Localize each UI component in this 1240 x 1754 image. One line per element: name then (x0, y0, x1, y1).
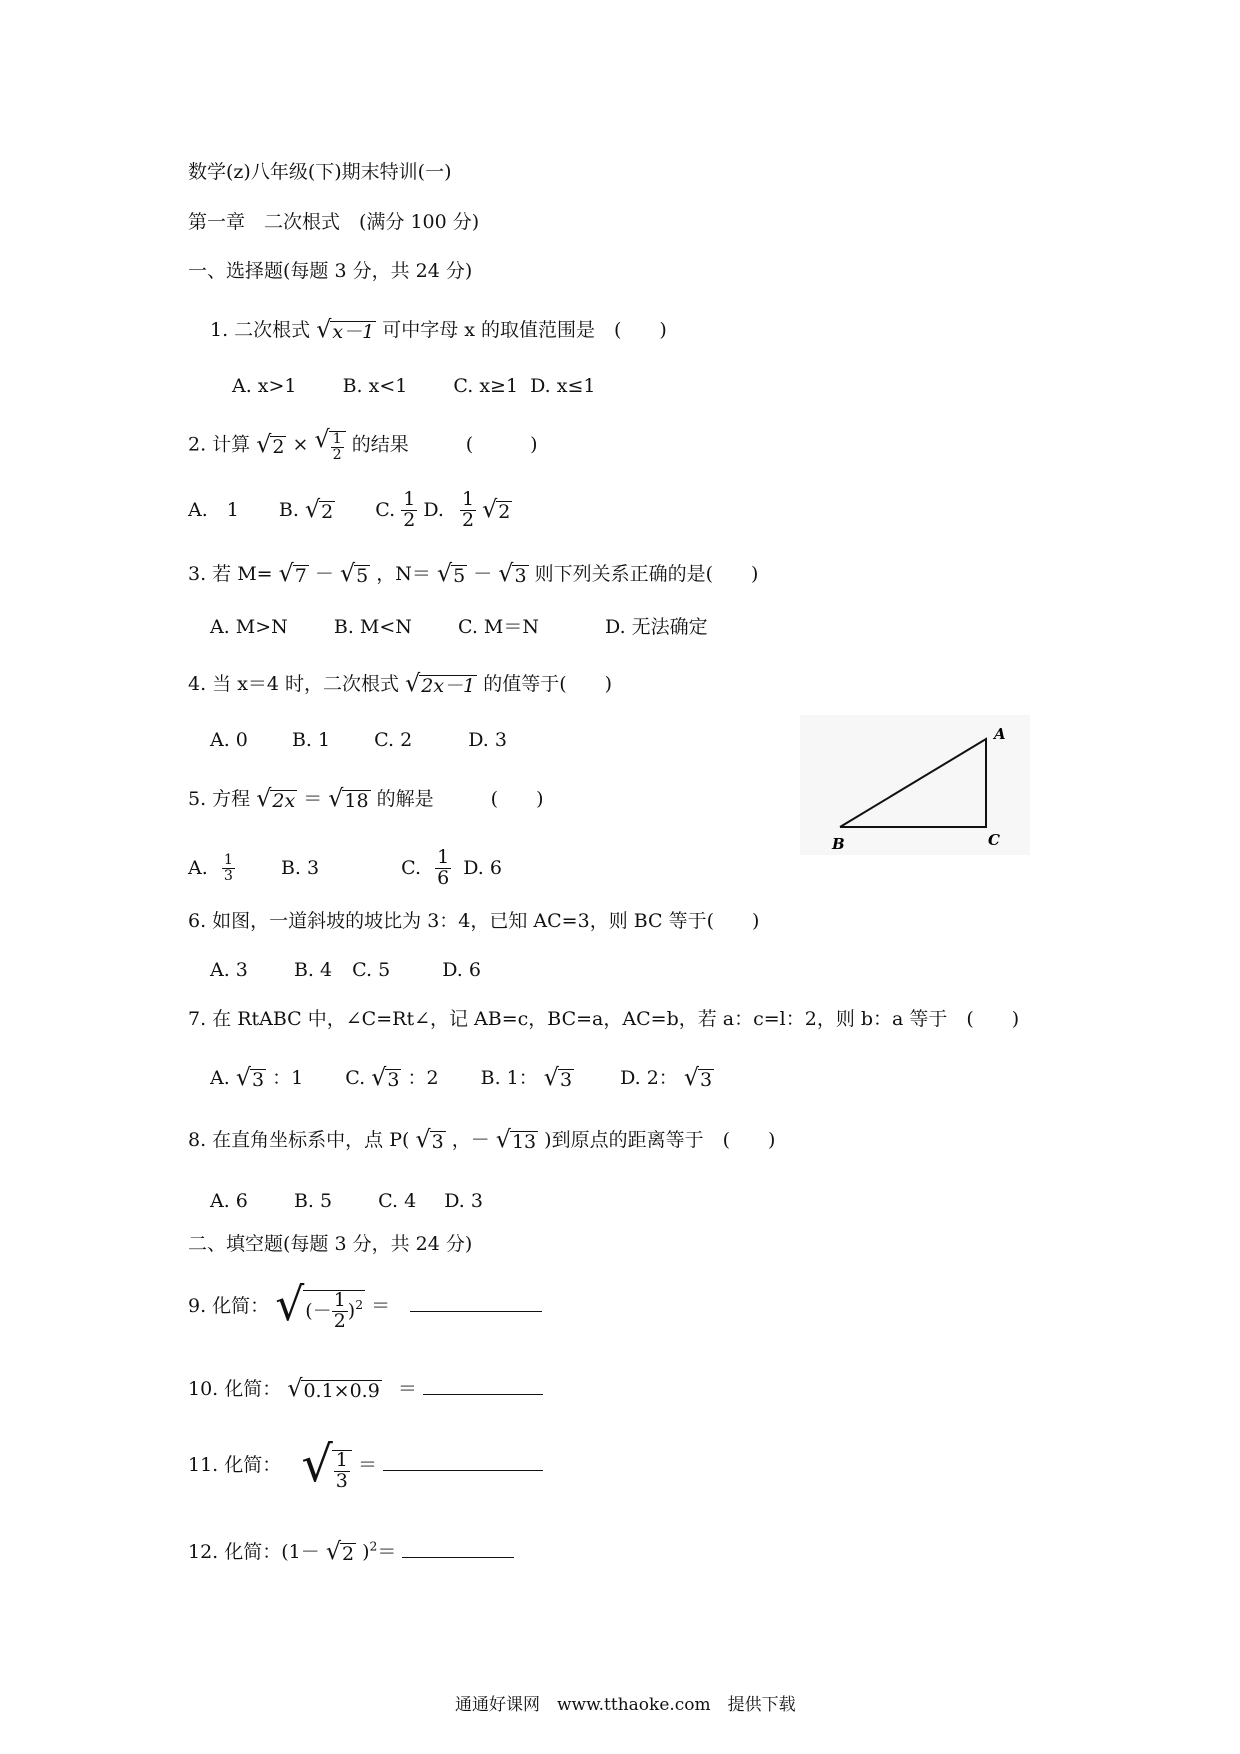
q8-options (210, 1192, 483, 1211)
q3-option-d: D. 无法确定 (605, 616, 708, 638)
q5-radical-2: √ 18 (328, 784, 369, 812)
question-11 (188, 1435, 543, 1493)
triangle-diagram (800, 715, 1030, 855)
q6-option-b: B. 4 (293, 959, 333, 981)
q1-option-a: A. x>1 (232, 375, 297, 397)
q1-prefix: 1. 二次根式 (210, 318, 311, 341)
q8-suffix: )到原点的距离等于 ( ) (544, 1128, 776, 1151)
question-5 (188, 784, 544, 813)
question-1 (210, 315, 667, 344)
q7-option-a-radical: √ 3 (235, 1063, 265, 1091)
q2-radical-1: √ 2 (256, 429, 285, 458)
q3-radical-2: √ 5 (339, 559, 369, 587)
page-title: 数学(z)八年级(下)期末特训(一) (188, 161, 452, 183)
q9-prefix: 9. 化简： (188, 1295, 270, 1318)
question-8 (188, 1125, 776, 1154)
q6-option-d: D. 6 (442, 959, 481, 981)
q7-option-c: C. (345, 1067, 366, 1090)
q2-option-b-radical: √ 2 (304, 494, 334, 523)
q5-option-a: A. (188, 856, 208, 879)
vertex-b-label: B (832, 835, 845, 853)
q8-option-d: D. 3 (444, 1190, 483, 1212)
q11-prefix: 11. 化简： (188, 1454, 282, 1477)
q4-radical: √ 2x－1 (405, 669, 476, 697)
q1-option-d: D. x≤1 (530, 375, 596, 397)
q7-option-b: B. 1： (480, 1067, 538, 1090)
q2-option-c-fraction: $\frac{1}{2}$ (403, 488, 416, 531)
vertex-c-label: C (988, 831, 1000, 849)
q2-option-d-radical: √ 2 (482, 494, 511, 523)
q12-equals: ＝ (377, 1540, 397, 1563)
question-2 (188, 425, 538, 463)
q5-options (188, 848, 502, 889)
q10-equals: ＝ (397, 1377, 417, 1400)
q2-option-b: B. (278, 498, 299, 521)
question-9 (188, 1278, 542, 1332)
q7-options (210, 1063, 714, 1092)
q1-options (232, 377, 595, 396)
q12-answer-blank[interactable] (402, 1557, 514, 1558)
q3-radical-1: √ 7 (278, 559, 307, 587)
q2-option-c: C. (375, 498, 396, 521)
q6-options (210, 961, 481, 980)
q5-option-c-fraction: $\frac{1}{6}$ (437, 846, 450, 889)
q4-suffix: 的值等于( ) (483, 672, 613, 695)
q6-option-a: A. 3 (210, 959, 248, 981)
q2-times: × (292, 433, 309, 456)
q5-suffix: 的解是 ( ) (376, 787, 544, 810)
q5-prefix: 5. 方程 (188, 787, 251, 810)
q5-option-d: D. 6 (463, 856, 502, 879)
section1-heading: 一、选择题(每题 3 分，共 24 分) (188, 260, 473, 282)
q3-radical-4: √ 3 (498, 559, 527, 587)
q4-option-c: C. 2 (374, 729, 413, 751)
q7-option-b-radical: √ 3 (543, 1063, 573, 1091)
q7-option-d-radical: √ 3 (683, 1063, 713, 1091)
chapter-title: 第一章 二次根式 (满分 100 分) (188, 211, 480, 233)
slope-triangle-figure (800, 715, 1030, 855)
q3-option-a: A. M>N (210, 616, 288, 638)
q8-prefix: 8. 在直角坐标系中，点 P( (188, 1128, 410, 1151)
q1-suffix: 可中字母 x 的取值范围是 ( ) (382, 318, 667, 341)
q7-option-d: D. 2： (620, 1067, 678, 1090)
q12-exponent: 2 (369, 1539, 378, 1554)
q5-equals: ＝ (303, 787, 323, 810)
q10-prefix: 10. 化简： (188, 1377, 282, 1400)
q8-mid: ，－ (451, 1128, 490, 1151)
q9-equals: ＝ (371, 1295, 391, 1318)
q4-prefix: 4. 当 x＝4 时，二次根式 (188, 672, 400, 695)
question-4 (188, 669, 613, 698)
q11-answer-blank[interactable] (383, 1470, 543, 1471)
triangle-outline (840, 739, 986, 827)
q1-radical: √ x－1 (316, 315, 375, 343)
vertex-a-label: A (994, 725, 1006, 743)
q8-option-b: B. 5 (293, 1190, 333, 1212)
question-10 (188, 1374, 543, 1403)
q12-prefix: 12. 化简：(1－ (188, 1540, 320, 1563)
question-12 (188, 1537, 514, 1566)
q8-option-c: C. 4 (378, 1190, 417, 1212)
q12-close: ) (362, 1540, 370, 1563)
q3-suffix: 则下列关系正确的是( ) (534, 562, 759, 585)
q9-answer-blank[interactable] (410, 1311, 542, 1312)
q10-answer-blank[interactable] (423, 1394, 543, 1395)
q10-radical: √ 0.1×0.9 (287, 1374, 380, 1402)
q4-option-a: A. 0 (210, 729, 248, 751)
q11-equals: ＝ (357, 1454, 377, 1477)
q2-prefix: 2. 计算 (188, 433, 251, 456)
q3-prefix: 3. 若 M= (188, 562, 273, 585)
q5-radical-1: √ 2x (256, 784, 296, 812)
q2-options (188, 490, 512, 531)
q4-options (210, 731, 507, 750)
q3-options (210, 618, 708, 637)
q5-option-c: C. (401, 856, 422, 879)
footer-source: 通通好课网 www.tthaoke.com 提供下载 (455, 1695, 796, 1715)
q2-suffix: 的结果 ( ) (351, 433, 538, 456)
q2-option-d: D. (423, 498, 444, 521)
q8-radical-2: √ 13 (495, 1125, 537, 1153)
q2-radical-2: √ $\frac{1}{2}$ (314, 428, 345, 463)
q12-radical: √ 2 (325, 1537, 355, 1565)
q7-option-a-suffix: ：1 (272, 1067, 304, 1090)
q1-option-c: C. x≥1 (453, 375, 519, 397)
q3-radical-3: √ 5 (436, 559, 466, 587)
q9-radical: √ (－ $\frac{1}{2}$ )$^2$ (275, 1278, 364, 1332)
q2-option-a: A. 1 (188, 498, 239, 521)
q3-option-c: C. M＝N (457, 616, 539, 638)
question-6: 6. 如图，一道斜坡的坡比为 3：4，已知 AC=3，则 BC 等于( ) (188, 910, 760, 932)
q4-option-d: D. 3 (468, 729, 507, 751)
q11-radical: √ $\frac{1}{3}$ (301, 1440, 352, 1492)
q4-option-b: B. 1 (291, 729, 331, 751)
q7-option-c-radical: √ 3 (371, 1063, 400, 1091)
q8-radical-1: √ 3 (415, 1125, 444, 1153)
q7-option-a: A. (210, 1067, 230, 1090)
q3-mid: ，N＝ (376, 562, 431, 585)
q3-minus-1: － (314, 562, 334, 585)
q2-option-d-fraction: $\frac{1}{2}$ (462, 488, 475, 531)
q1-option-b: B. x<1 (342, 375, 408, 397)
q5-option-a-fraction: $\frac{1}{3}$ (223, 851, 233, 884)
q6-option-c: C. 5 (352, 959, 391, 981)
q3-option-b: B. M<N (333, 616, 412, 638)
q8-option-a: A. 6 (210, 1190, 248, 1212)
question-7: 7. 在 RtABC 中，∠C=Rt∠，记 AB=c，BC=a，AC=b，若 a：c=l：2，则 b：a 等于 ( ) (188, 1008, 1020, 1030)
q7-option-c-suffix: ：2 (407, 1067, 439, 1090)
q3-minus-2: － (473, 562, 493, 585)
question-3 (188, 559, 759, 588)
q5-option-b: B. 3 (280, 856, 320, 879)
section2-heading: 二、填空题(每题 3 分，共 24 分) (188, 1233, 473, 1255)
